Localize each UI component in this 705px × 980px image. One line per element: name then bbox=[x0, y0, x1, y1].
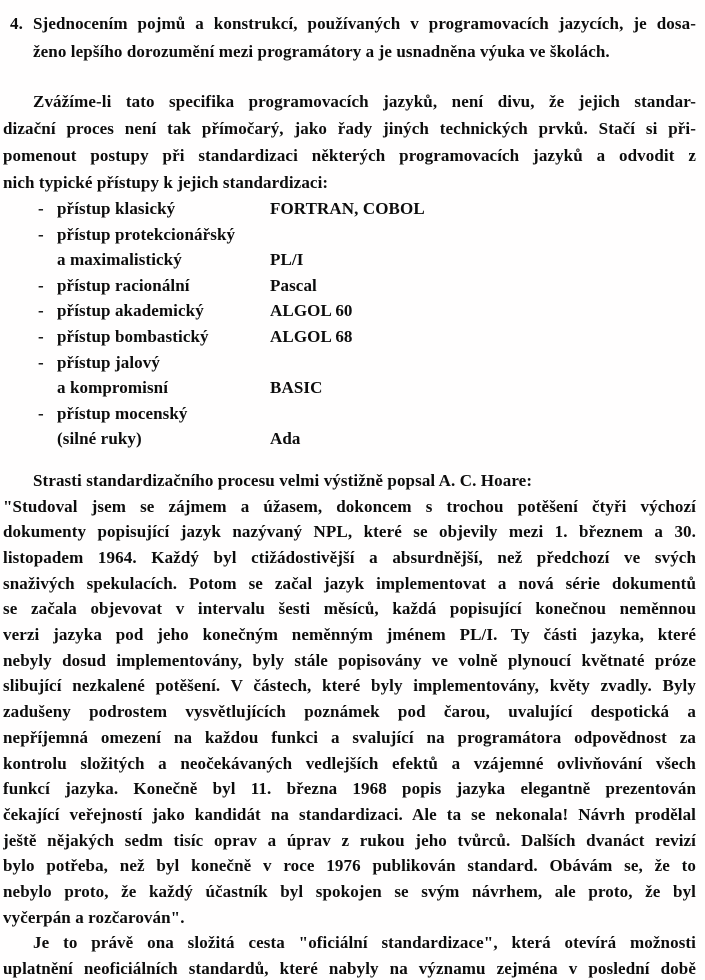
list-item bbox=[3, 375, 696, 401]
approach-label: a kompromisní bbox=[57, 378, 169, 398]
list-item bbox=[3, 222, 696, 248]
dash-bullet: - bbox=[38, 301, 44, 321]
text-line: kontrolu složitých a neočekávaných vedlejších efektů a vzájemné ovlivňování všech bbox=[3, 753, 696, 773]
text-line: "Studoval jsem se zájmem a úžasem, dokoncem s trochou potěšení čtyři výchozí bbox=[3, 496, 696, 516]
hoare-quote-paragraph bbox=[3, 494, 696, 931]
approach-label: přístup bombastický bbox=[57, 326, 209, 346]
text-line: Zvážíme-li tato specifika programovacích jazyků, není divu, že jejich standar- bbox=[33, 92, 696, 111]
approach-label: (silné ruky) bbox=[57, 429, 142, 449]
language-value: ALGOL 60 bbox=[270, 301, 353, 321]
language-value: PL/I bbox=[270, 250, 304, 270]
dash-bullet: - bbox=[38, 326, 44, 346]
text-line: uplatnění neoficiálních standardů, které nabyly na významu zejména v poslední době bbox=[3, 959, 696, 978]
language-value: Pascal bbox=[270, 275, 317, 295]
closing-paragraph bbox=[3, 930, 696, 980]
numbered-item-4 bbox=[3, 10, 696, 66]
language-value: BASIC bbox=[270, 378, 323, 398]
text-line: zadušeny podrostem vysvětlujících poznámek pod čarou, uvalující despotická a bbox=[3, 702, 696, 722]
text-line: dizační proces není tak přímočarý, jako řady jiných technických prvků. Stačí si při- bbox=[3, 119, 696, 138]
text-line: snaživých spekulacích. Potom se začal jazyk implementovat a nová série dokumentů bbox=[3, 573, 696, 593]
approach-label: přístup akademický bbox=[57, 301, 204, 321]
approach-list bbox=[3, 196, 696, 452]
approach-label: a maximalistický bbox=[57, 250, 182, 270]
text-line: nebylo proto, že každý účastník byl spokojen se svým návrhem, ale proto, že byl bbox=[3, 881, 696, 901]
text-line: čekající veřejností jako kandidát na standardizaci. Ale ta se nekonala! Návrh prodělal bbox=[3, 804, 696, 824]
text-line: slibující nezkalené potěšení. V částech, které byly implementovány, květy zvadly. Byly bbox=[3, 676, 696, 696]
list-item bbox=[3, 298, 696, 324]
approach-label: přístup mocenský bbox=[57, 403, 188, 423]
list-item bbox=[3, 196, 696, 222]
text-line: verzi jazyka pod jeho konečným neměnným jménem PL/I. Ty části jazyka, které bbox=[3, 625, 696, 645]
hoare-intro-paragraph bbox=[3, 468, 696, 494]
dash-bullet: - bbox=[38, 275, 44, 295]
list-item bbox=[3, 426, 696, 452]
text-line: listopadem 1964. Každý byl ctižádostivější a absurdnější, než předchozí ve svých bbox=[3, 548, 696, 567]
intro-paragraph bbox=[3, 88, 696, 196]
text-line: Sjednocením pojmů a konstrukcí, používaných v programovacích jazycích, je dosa- bbox=[33, 14, 696, 33]
text-line: Strasti standardizačního procesu velmi výstižně popsal A. C. Hoare: bbox=[33, 470, 533, 490]
text-line: nich typické přístupy k jejich standardizaci: bbox=[3, 173, 329, 192]
text-line: bylo potřeba, než byl konečně v roce 1976 publikován standard. Obávám se, že to bbox=[3, 856, 696, 876]
text-line: Je to právě ona složitá cesta "oficiální standardizace", která otevírá možnosti bbox=[33, 933, 696, 953]
approach-label: přístup jalový bbox=[57, 352, 160, 372]
language-value: Ada bbox=[270, 429, 301, 449]
list-item bbox=[3, 247, 696, 273]
dash-bullet: - bbox=[38, 403, 44, 423]
text-line: pomenout postupy při standardizaci některých programovacích jazyků a odvodit z bbox=[3, 146, 696, 165]
text-line: ještě nějakých sedm tisíc oprav a úprav z rukou jeho tvůrců. Dalších dvanáct revizí bbox=[3, 830, 696, 850]
dash-bullet: - bbox=[38, 199, 44, 218]
dash-bullet: - bbox=[38, 352, 44, 372]
language-value: ALGOL 68 bbox=[270, 326, 353, 346]
text-line: nebyly dosud implementovány, byly stále popisovány ve volně plynoucí květnaté próze bbox=[3, 650, 696, 670]
approach-label: přístup klasický bbox=[57, 199, 176, 218]
text-line: funkcí jazyka. Konečně byl 11. března 1968 popis jazyka elegantně prezentován bbox=[3, 779, 696, 799]
approach-label: přístup racionální bbox=[57, 275, 190, 295]
text-line: vyčerpán a rozčarován". bbox=[3, 907, 185, 927]
text-line: se začala objevovat v intervalu šesti měsíců, každá popisující konečnou neměnnou bbox=[3, 599, 696, 619]
approach-label: přístup protekcionářský bbox=[57, 224, 236, 244]
list-item bbox=[3, 350, 696, 376]
item-number: 4. bbox=[10, 14, 23, 33]
text-line: nepříjemná omezení na každou funkci a svalující na programátora odpovědnost za bbox=[3, 727, 696, 747]
list-item bbox=[3, 401, 696, 427]
list-item bbox=[3, 273, 696, 299]
language-value: FORTRAN, COBOL bbox=[270, 199, 425, 218]
dash-bullet: - bbox=[38, 224, 44, 244]
text-line: ženo lepšího dorozumění mezi programátory a je usnadněna výuka ve školách. bbox=[33, 42, 610, 61]
text-line: dokumenty popisující jazyk nazývaný NPL, které se objevily mezi 1. březnem a 30. bbox=[3, 522, 696, 542]
list-item bbox=[3, 324, 696, 350]
